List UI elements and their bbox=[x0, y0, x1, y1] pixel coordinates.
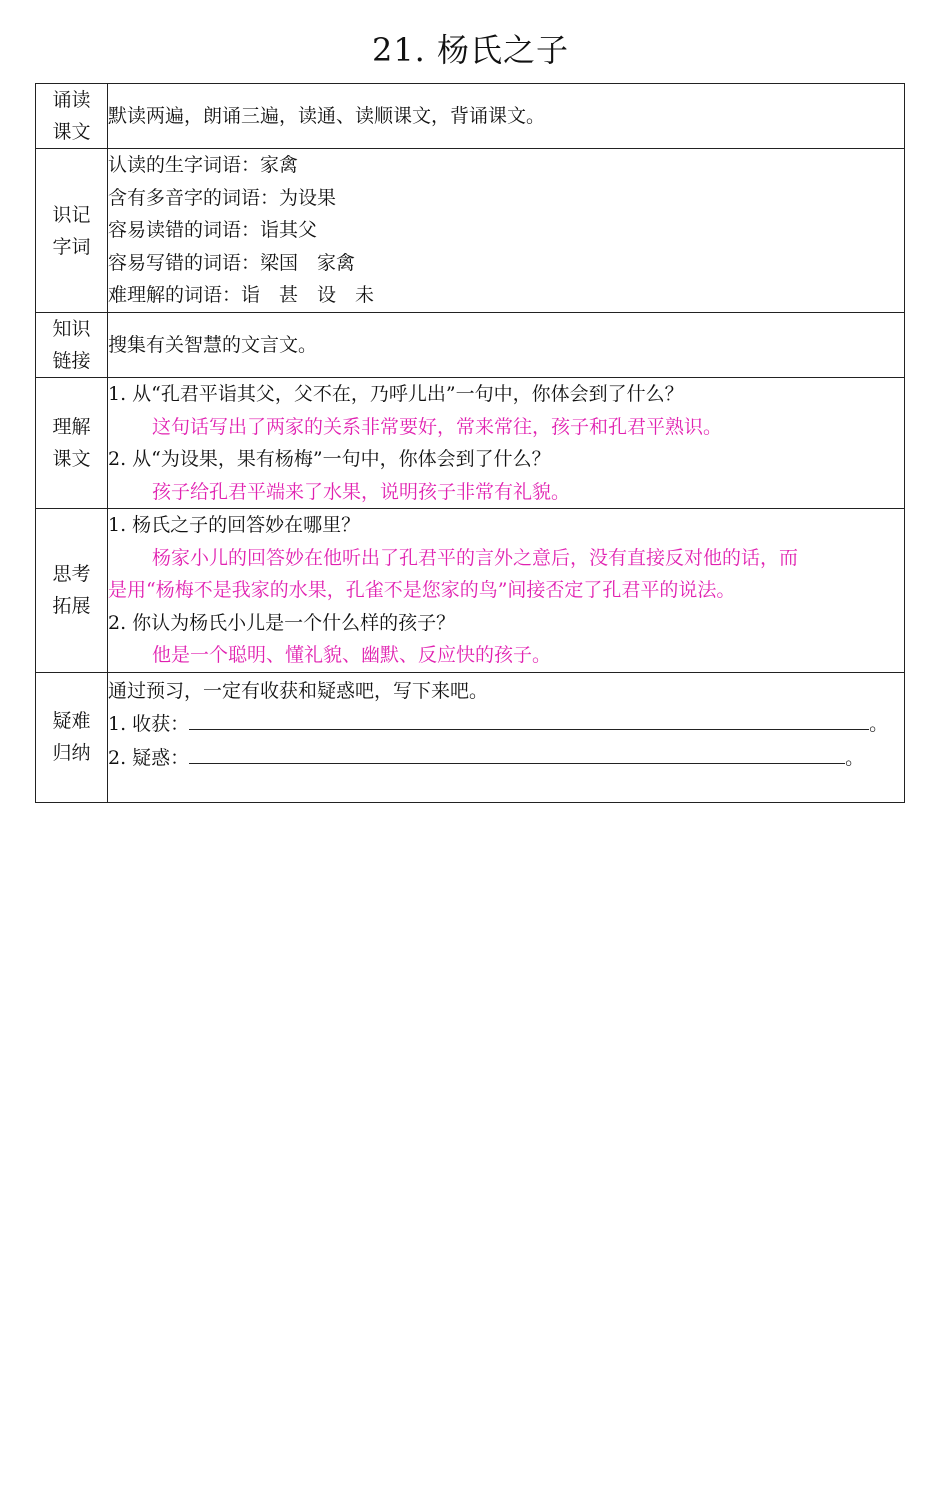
content-line: 默读两遍，朗诵三遍，读通、读顺课文，背诵课文。 bbox=[108, 104, 546, 127]
answer-continuation-line: 是用“杨梅不是我家的水果，孔雀不是您家的鸟”间接否定了孔君平的说法。 bbox=[108, 579, 736, 601]
table-row bbox=[36, 509, 905, 673]
row-content bbox=[108, 84, 905, 149]
label-line: 理解 bbox=[52, 416, 91, 438]
row-label bbox=[36, 313, 108, 378]
harvest-blank[interactable] bbox=[189, 707, 869, 730]
row-content bbox=[108, 672, 905, 802]
label-line: 知识 bbox=[52, 318, 91, 340]
table-row bbox=[36, 313, 905, 378]
intro-line: 通过预习，一定有收获和疑惑吧，写下来吧。 bbox=[108, 679, 489, 702]
table-row bbox=[36, 149, 905, 313]
row-content bbox=[108, 313, 905, 378]
question-line: 2. 你认为杨氏小儿是一个什么样的孩子？ bbox=[108, 611, 456, 634]
content-line: 认读的生字词语：家禽 bbox=[108, 154, 299, 177]
label-line: 拓展 bbox=[52, 595, 91, 618]
table-row bbox=[36, 84, 905, 149]
harvest-label: 1. 收获： bbox=[108, 713, 190, 735]
doubt-label: 2. 疑惑： bbox=[108, 746, 190, 769]
worksheet-table bbox=[35, 83, 905, 803]
answer-line: 他是一个聪明、懂礼貌、幽默、反应快的孩子。 bbox=[152, 644, 552, 666]
answer-line: 杨家小儿的回答妙在他听出了孔君平的言外之意后，没有直接反对他的话，而 bbox=[152, 546, 799, 569]
label-line: 识记 bbox=[52, 203, 91, 226]
label-line: 课文 bbox=[52, 448, 91, 470]
question-line: 2. 从“为设果，果有杨梅”一句中，你体会到了什么？ bbox=[108, 448, 551, 470]
label-line: 诵读 bbox=[52, 89, 91, 111]
label-line: 疑难 bbox=[52, 710, 91, 732]
row-content bbox=[108, 378, 905, 509]
label-line: 字词 bbox=[52, 235, 91, 258]
table-row bbox=[36, 378, 905, 509]
row-label bbox=[36, 84, 108, 149]
table-row bbox=[36, 672, 905, 802]
content-line: 搜集有关智慧的文言文。 bbox=[108, 333, 318, 356]
label-line: 链接 bbox=[52, 350, 91, 372]
doubt-blank[interactable] bbox=[189, 741, 845, 764]
question-line: 1. 杨氏之子的回答妙在哪里？ bbox=[108, 514, 361, 536]
row-label bbox=[36, 509, 108, 673]
doubt-row bbox=[108, 741, 904, 775]
content-line: 容易写错的词语：梁国 家禽 bbox=[108, 251, 356, 274]
page-title: 21. 杨氏之子 bbox=[371, 31, 570, 69]
question-line: 1. 从“孔君平诣其父，父不在，乃呼儿出”一句中，你体会到了什么？ bbox=[108, 383, 684, 405]
harvest-end-mark: 。 bbox=[869, 713, 889, 735]
answer-line: 这句话写出了两家的关系非常要好，常来常往，孩子和孔君平熟识。 bbox=[152, 415, 723, 438]
label-line: 思考 bbox=[52, 563, 91, 586]
row-content bbox=[108, 149, 905, 313]
content-line: 含有多音字的词语：为设果 bbox=[108, 186, 337, 209]
answer-line: 孩子给孔君平端来了水果，说明孩子非常有礼貌。 bbox=[152, 480, 571, 503]
doubt-end-mark: 。 bbox=[845, 746, 865, 769]
label-line: 课文 bbox=[52, 121, 91, 143]
row-label bbox=[36, 378, 108, 509]
row-label bbox=[36, 149, 108, 313]
content-line: 难理解的词语：诣 甚 设 未 bbox=[108, 284, 375, 307]
content-line: 容易读错的词语：诣其父 bbox=[108, 219, 318, 242]
row-content bbox=[108, 509, 905, 673]
row-label bbox=[36, 672, 108, 802]
harvest-row bbox=[108, 707, 904, 741]
label-line: 归纳 bbox=[52, 742, 91, 764]
